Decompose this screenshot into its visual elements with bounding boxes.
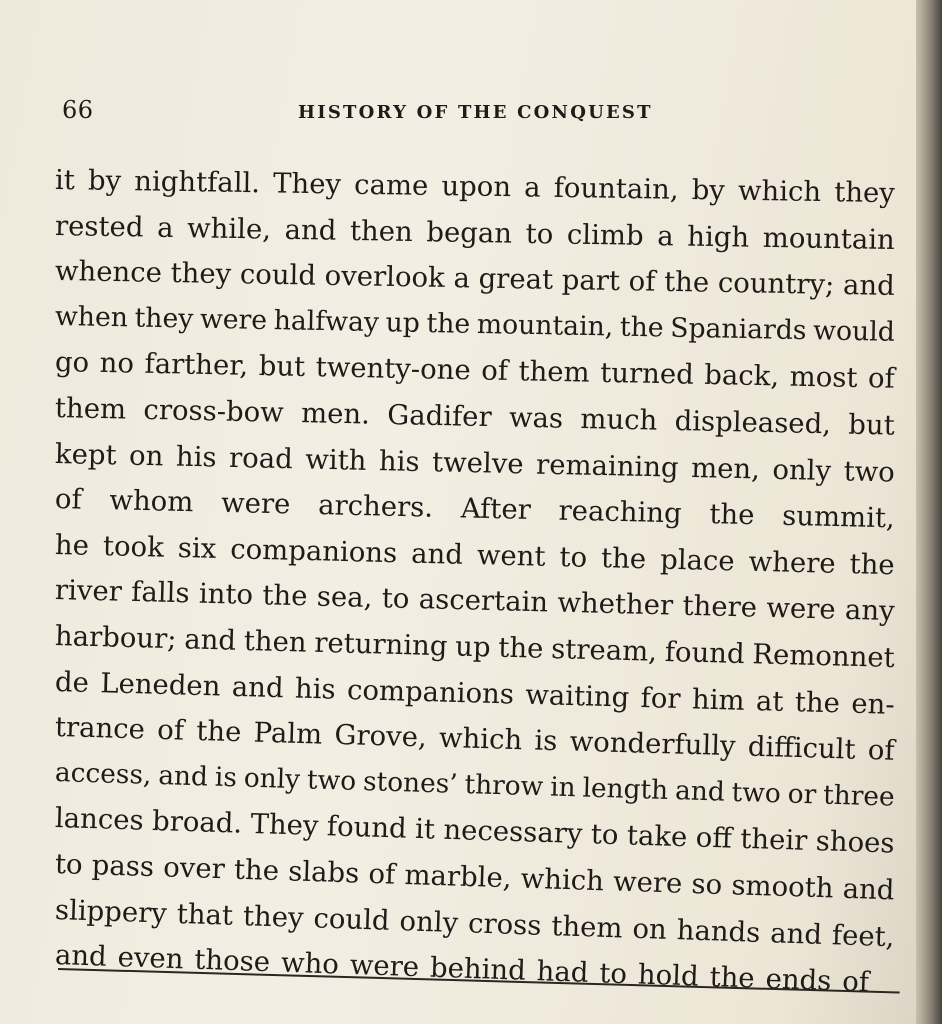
text-line: go no farther, but twenty-one of them turned back, most of — [54, 346, 896, 396]
page-number: 66 — [62, 96, 94, 124]
text-line: trance of the Palm Grove, which is wonderfully difficult of — [54, 711, 896, 767]
book-spine-shadow — [916, 0, 942, 1024]
text-line: kept on his road with his twelve remaining men, only two — [54, 437, 896, 489]
text-line: harbour; and then returning up the stream, found Remonnet — [54, 620, 896, 674]
text-line: lances broad. They found it necessary to take off their shoes — [54, 802, 896, 860]
text-line: slippery that they could only cross them on hands and feet, — [54, 893, 895, 953]
text-line: he took six companions and went to the place where the — [54, 528, 896, 582]
text-line: when they were halfway up the mountain, the Spaniards would — [54, 300, 896, 348]
text-line: rested a while, and then began to climb a high mountain — [54, 209, 896, 256]
text-line: to pass over the slabs of marble, which were so smooth and — [54, 848, 895, 907]
text-line: whence they could overlook a great part of the country; and — [54, 255, 896, 303]
text-line: and even those who were behind had to hold the ends of — [54, 939, 870, 999]
text-line: of whom were archers. After reaching the summit, — [54, 483, 896, 535]
text-line: it by nightfall. They came upon a fountain, by which they — [54, 164, 896, 210]
text-line: them cross-bow men. Gadifer was much displeased, but — [54, 392, 896, 442]
text-line: access, and is only two stones’ throw in length and two or three — [54, 756, 896, 813]
text-line: river falls into the sea, to ascertain whether there were any — [54, 574, 896, 628]
text-line: de Leneden and his companions waiting for him at the en- — [54, 665, 896, 721]
running-head-title: HISTORY OF THE CONQUEST — [298, 102, 653, 123]
